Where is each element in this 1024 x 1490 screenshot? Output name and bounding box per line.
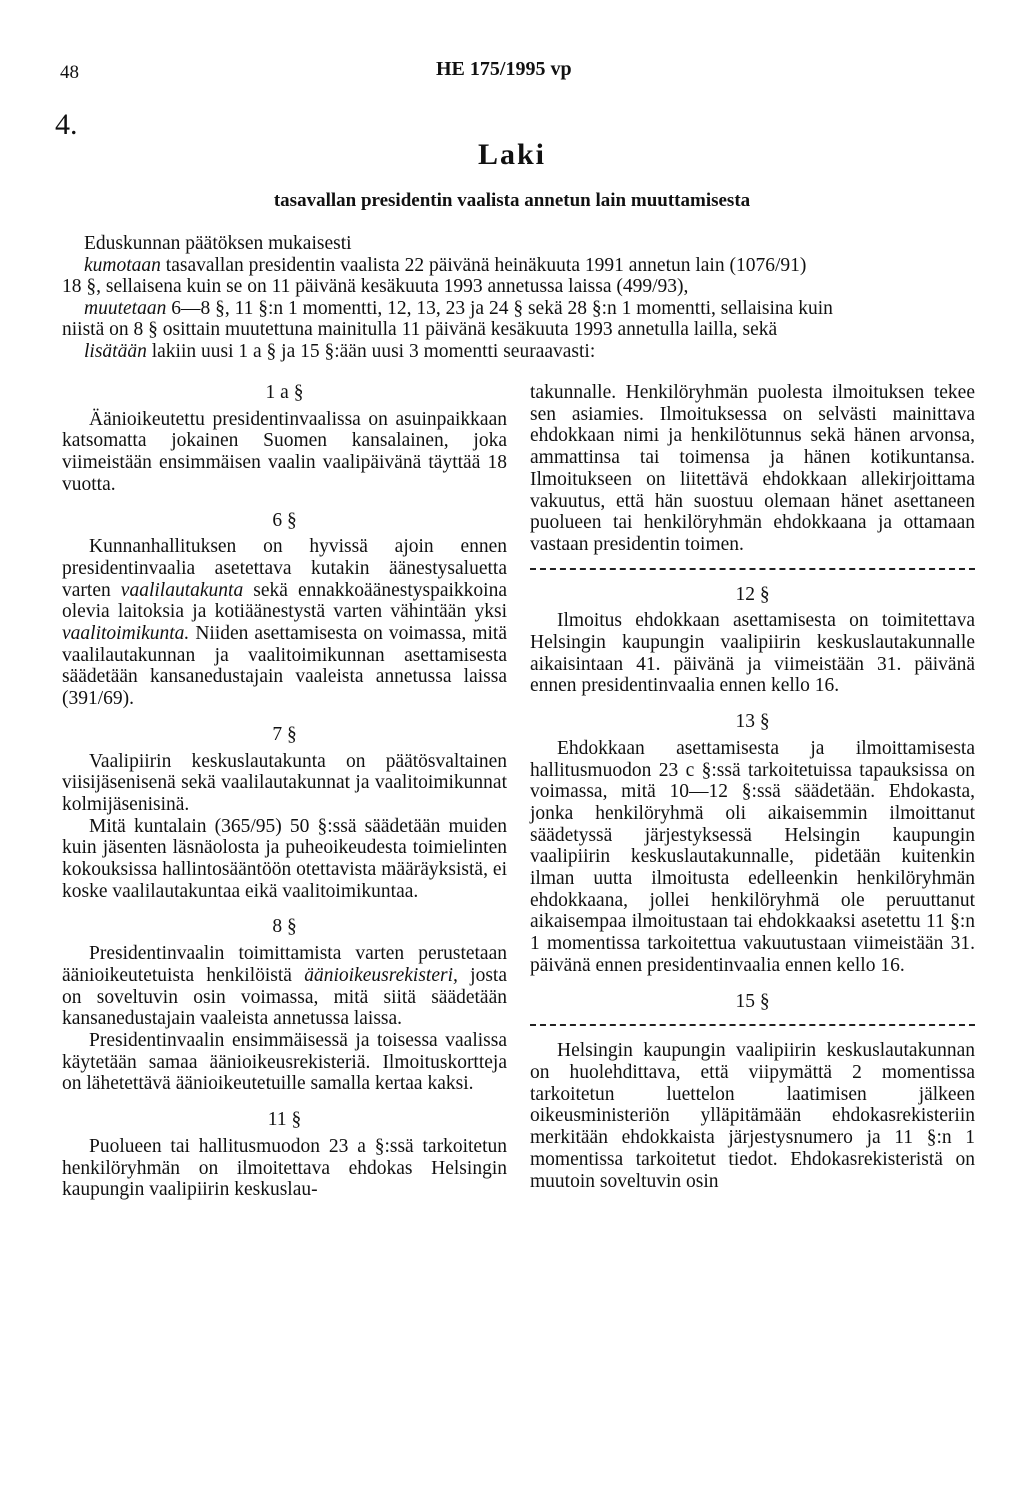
page-number: 48 [60, 62, 79, 83]
section-8-paragraph-1: Presidentinvaalin toimittamista varten perustetaan äänioikeutetuista henkilöistä äänioikeusrekisteri, josta on soveltuvin osin voimassa, mitä siitä säädetään kansanedustajain vaaleista annetussa laissa. [62, 943, 507, 1030]
add-keyword: lisätään [84, 340, 147, 362]
section-6-text: Kunnanhallituksen on hyvissä ajoin ennen presidentinvaalia asetettava kutakin äänestysaluetta varten vaalilautakunta sekä ennakkoäänestyspaikkoina olevia laitoksia ja kotiäänestystä varten vähintään yksi vaalitoimikunta. Niiden asettamisesta on voimassa, mitä vaalilautakunnan ja vaalitoimikunnan asettamisesta säädetään kansanedustajain vaaleista annetussa laissa (391/69). [62, 536, 507, 710]
law-subtitle: tasavallan presidentin vaalista annetun lain muuttamisesta [273, 190, 751, 211]
section-heading-7: 7 § [272, 723, 297, 745]
intro-line: Eduskunnan päätöksen mukaisesti [84, 233, 352, 254]
intro-line: lisätään lakiin uusi 1 a § ja 15 §:ään uusi 3 momentti seuraavasti: [84, 340, 596, 362]
section-number: 4. [55, 108, 78, 141]
section-heading-13: 13 § [735, 711, 770, 733]
section-heading-15: 15 § [735, 990, 770, 1012]
enactment-clause [62, 233, 982, 362]
intro-line: kumotaan tasavallan presidentin vaalista 22 päivänä heinäkuuta 1991 annetun lain (1076/91) [84, 254, 807, 276]
left-column [62, 382, 507, 1201]
section-7-paragraph-1: Vaalipiirin keskuslautakunta on päätösvaltainen viisijäsenisenä sekä vaalilautakunnat ja vaalitoimikunnat kolmijäsenisinä. [62, 750, 507, 815]
section-7-paragraph-2: Mitä kuntalain (365/95) 50 §:ssä säädetään muiden kuin jäsenten läsnäolosta ja puheoikeudesta toimielinten kokouksissa hallintosääntöön otettavista määräyksistä, ei koske vaalilautakuntaa eikä vaalitoimikuntaa. [62, 815, 507, 902]
section-15-text: Helsingin kaupungin vaalipiirin keskuslautakunnan on huolehdittava, että viipymättä 2 momentissa tarkoitetun luettelon laatimisen jälkeen oikeusministeriön ylläpitämään ehdokasrekisteriin merkitään ehdokkaista järjestysnumero ja 11 §:n 1 momentissa tarkoitetut tiedot. Ehdokasrekisteristä on muutoin soveltuvin osin [530, 1040, 975, 1192]
right-column [530, 382, 975, 1192]
omission-divider [530, 1024, 975, 1026]
section-1a-text: Äänioikeutettu presidentinvaalissa on asuinpaikkaan katsomatta jokainen Suomen kansalainen, joka viimeistään ensimmäisen vaalin vaalipäivänä täyttää 18 vuotta. [62, 408, 507, 495]
section-heading-6: 6 § [272, 509, 297, 531]
document-reference: HE 175/1995 vp [436, 58, 572, 80]
intro-line: niistä on 8 § osittain muutettuna mainitulla 11 päivänä kesäkuuta 1993 annetulla lailla, sekä [62, 319, 778, 340]
intro-line: 18 §, sellaisena kuin se on 11 päivänä kesäkuuta 1993 annetussa laissa (499/93), [62, 276, 689, 297]
section-13-text: Ehdokkaan asettamisesta ja ilmoittamisesta hallitusmuodon 23 c §:ssä tarkoitetuissa tapauksissa on voimassa, mitä 10—12 §:ssä säädetään. Ehdokasta, jonka henkilöryhmä oli aikaisemmin ilmoittanut säädetyssä järjestyksessä Helsingin kaupungin vaalipiirin keskuslautakunnalle, pidetään kuitenkin ilman uutta ilmoitusta edelleenkin henkilöryhmän ehdokkaana, jollei henkilöryhmä ole peruuttanut aikaisempaa ilmoitustaan tai ehdokkaaksi asetettu 11 §:n 1 momentissa tarkoitettua vakuutustaan viimeistään 31. päivänä ennen presidentinvaalia ennen kello 16. [530, 737, 975, 976]
section-heading-8: 8 § [272, 916, 297, 938]
section-heading-12: 12 § [735, 583, 770, 605]
section-12-text: Ilmoitus ehdokkaan asettamisesta on toimitettava Helsingin kaupungin vaalipiirin keskuslautakunnalle aikaisintaan 41. päivänä ja viimeistään 31. päivänä ennen presidentinvaalia ennen kello 16. [530, 610, 975, 697]
intro-line: muutetaan 6—8 §, 11 §:n 1 momentti, 12, 13, 23 ja 24 § sekä 28 §:n 1 momentti, sellaisina kuin [84, 297, 833, 319]
amend-keyword: muutetaan [84, 297, 167, 319]
law-title: Laki [477, 138, 547, 171]
section-8-paragraph-2: Presidentinvaalin ensimmäisessä ja toisessa vaalissa käytetään samaa äänioikeusrekisteriä. Ilmoituskortteja on lähetettävä äänioikeutetuille samalla kertaa kaksi. [62, 1029, 507, 1095]
section-heading-1a: 1 a § [265, 382, 304, 403]
omission-divider [530, 568, 975, 570]
section-heading-11: 11 § [267, 1109, 302, 1131]
section-11-continuation: takunnalle. Henkilöryhmän puolesta ilmoituksen tekee sen asiamies. Ilmoituksessa on selvästi mainittava ehdokkaan nimi ja henkilötunnus sekä hänen arvonsa, ammattinsa tai toimensa ja hänen kotikuntansa. Ilmoitukseen on liitettävä ehdokkaan allekirjoittama vakuutus, että hän suostuu olemaan hänet asettaneen puolueen tai henkilöryhmän ehdokkaana ja ottamaan vastaan presidentin toimen. [530, 382, 975, 555]
repeal-keyword: kumotaan [84, 254, 161, 276]
section-11-text: Puolueen tai hallitusmuodon 23 a §:ssä tarkoitetun henkilöryhmän on ilmoitettava ehdokas Helsingin kaupungin vaalipiirin keskuslau- [62, 1135, 507, 1201]
